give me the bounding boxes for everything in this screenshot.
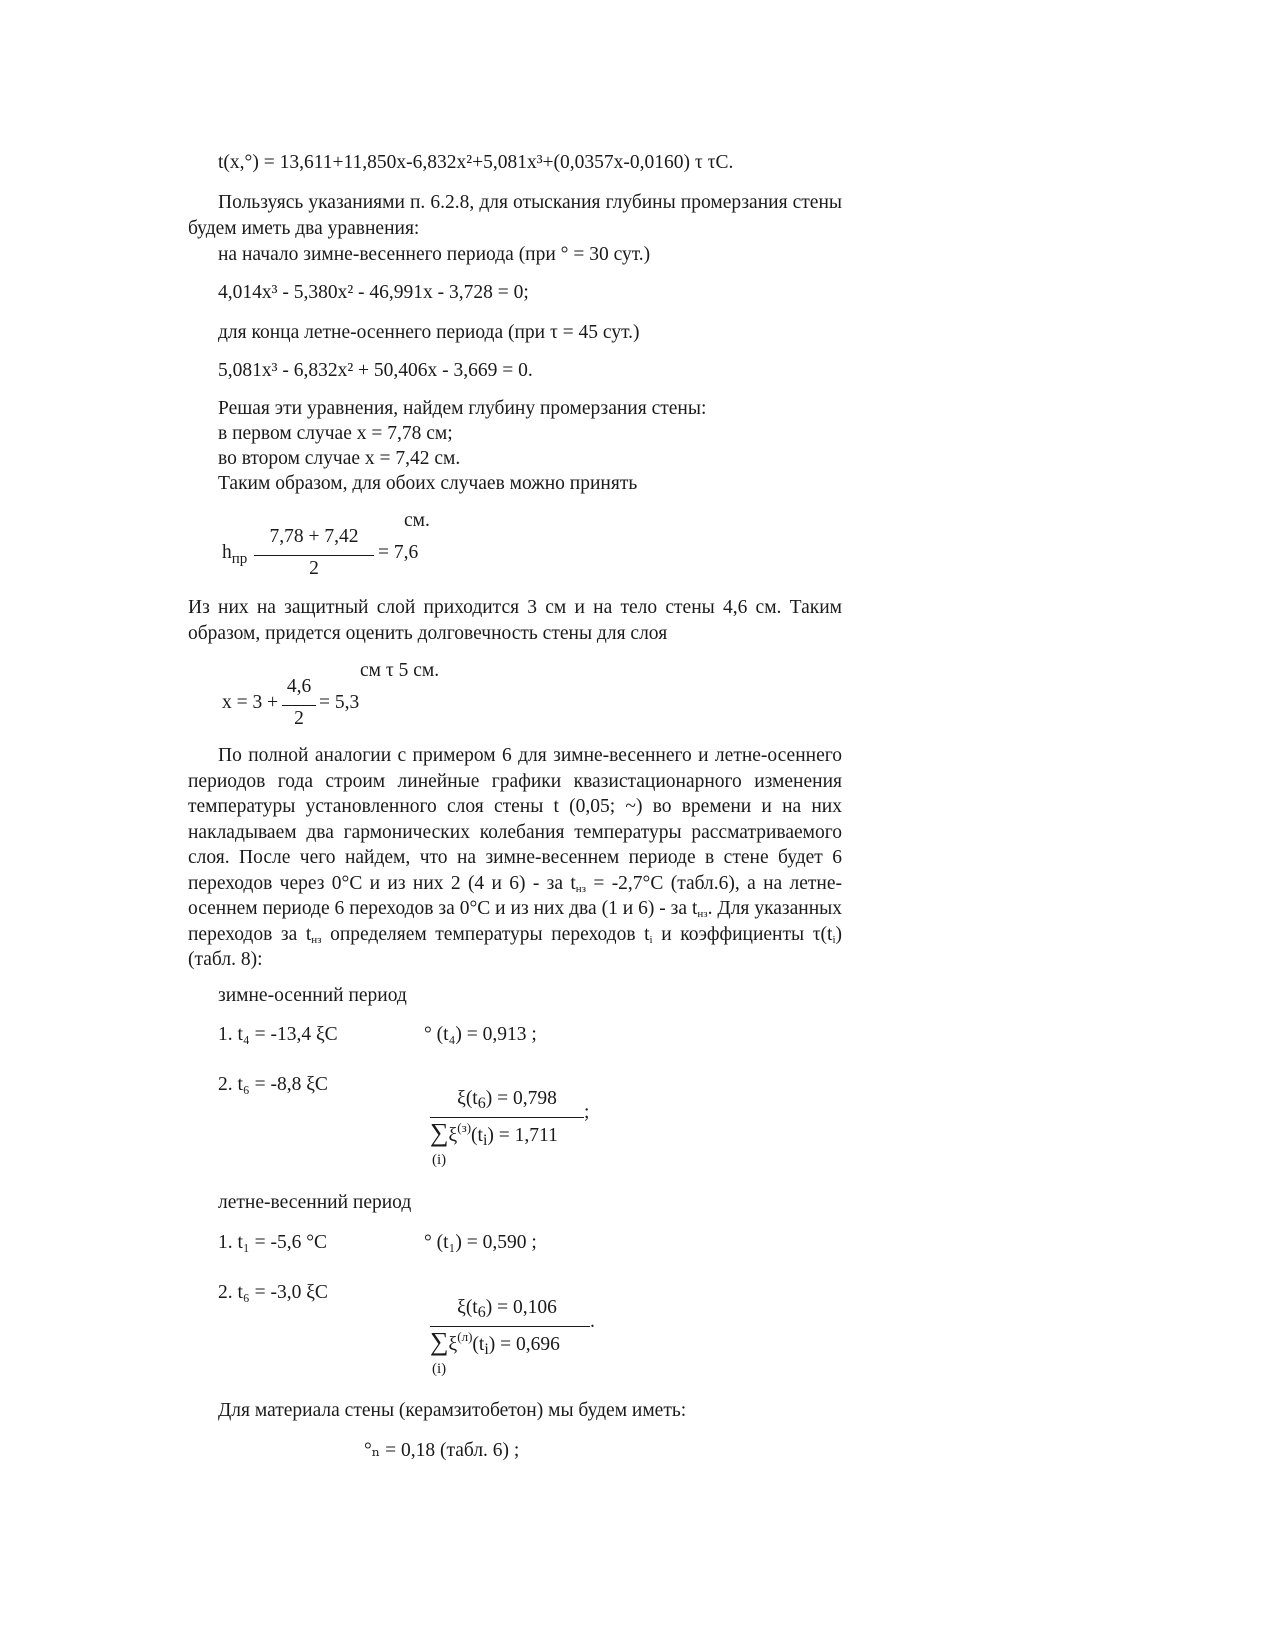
summer-sum-den-t: (t [472, 1334, 485, 1355]
label-summer-end: для конца летне-осеннего периода (при τ = 45 сут.) [218, 322, 640, 343]
paragraph-intro [188, 190, 842, 241]
winter-sum-num-right: ) = 0,798 [485, 1088, 557, 1109]
winter-sum-den-sub: i [482, 1132, 488, 1149]
winter-transition-1-temp: 1. t₄ = -13,4 ξC [218, 1024, 338, 1045]
formula-h-unit: см. [404, 510, 430, 531]
formula-x-unit: см τ 5 см. [360, 660, 440, 681]
formula-h-numerator: 7,78 + 7,42 [269, 526, 359, 547]
paragraph-layer: Из них на защитный слой приходится 3 см и на тело стены 4,6 см. Таким образом, придется оценить долговечность стены для слоя [188, 597, 842, 644]
label-winter-start: на начало зимне-весеннего периода (при ° = 30 сут.) [218, 244, 651, 265]
formula-x-lhs: x = 3 + [222, 692, 279, 713]
formula-h-rhs: = 7,6 [378, 542, 419, 563]
formula-h-lhs [222, 542, 248, 567]
summer-sum-denominator [430, 1327, 560, 1357]
paragraph-intro-text: Пользуясь указаниями п. 6.2.8, для отыскания глубины промерзания стены будем иметь два уравнения: [188, 192, 842, 239]
label-therefore: Таким образом, для обоих случаев можно принять [218, 473, 638, 494]
formula-h-lhs-sub: пр [231, 551, 248, 567]
formula-h-denominator: 2 [309, 558, 319, 579]
sum-icon: ∑ [430, 1118, 449, 1147]
winter-sum-den-right: ) = 1,711 [487, 1125, 558, 1146]
ti-subscript: i [649, 933, 653, 946]
equation-summer: 5,081x³ - 6,832x² + 50,406x - 3,669 = 0. [218, 360, 533, 381]
paragraph-analogy-text: По полной аналогии с примером 6 для зимне-весеннего и летне-осеннего периодов года строим линейные графики квазистационарного изменения температуры установленного слоя стены t (0,05; ~) во времени и на них накладываем два гармонических колебания температуры рассматриваемого слоя. После чего найдем, что на зимне-весеннем периоде в стене будет 6 переходов через 0°С и из них 2 (4 и 6) - за t [188, 745, 842, 894]
summer-sum-xi: ξ [448, 1334, 458, 1355]
tnz-subscript-2: нз [697, 908, 708, 920]
winter-sum-index: (i) [432, 1152, 447, 1168]
equation-temperature: t(x,°) = 13,611+11,850x-6,832x²+5,081x³+(0,0357x-0,0160) τ τC. [218, 152, 734, 173]
tnz-subscript: нз [575, 882, 587, 895]
winter-sum-denominator [430, 1118, 558, 1148]
paragraph-analogy-text-5: и коэффициенты τ(t [652, 923, 833, 945]
winter-transition-1-coef: ° (t₄) = 0,913 ; [424, 1024, 537, 1045]
label-material: Для материала стены (керамзитобетон) мы будем иметь: [218, 1400, 687, 1421]
summer-sum-den-right: ) = 0,696 [488, 1334, 560, 1355]
winter-sum-den-t: (t [471, 1125, 483, 1146]
label-winter-period: зимне-осенний период [218, 985, 407, 1006]
formula-h-lhs-base: h [222, 542, 232, 563]
winter-sum-num-sub: 6 [477, 1095, 486, 1112]
sum-icon: ∑ [430, 1327, 449, 1356]
winter-sum-den-sup: (з) [457, 1120, 472, 1135]
paragraph-analogy-text-4: определяем температуры переходов t [321, 923, 650, 945]
label-case-2: во втором случае x = 7,42 см. [218, 448, 461, 469]
summer-sum-num-sub: 6 [477, 1304, 486, 1321]
winter-sum-num-left: ξ(t [457, 1088, 478, 1109]
paragraph-analogy-text-3: . Для указанных переходов за t [188, 898, 842, 945]
summer-sum-den-sub: i [484, 1341, 489, 1358]
label-case-1: в первом случае x = 7,78 см; [218, 423, 453, 444]
summer-transition-1-temp: 1. t₁ = -5,6 °С [218, 1232, 328, 1253]
summer-sum-num-left: ξ(t [457, 1297, 478, 1318]
formula-x-denominator: 2 [294, 708, 304, 729]
summer-sum-den-sup: (л) [457, 1329, 473, 1344]
formula-x-rhs: = 5,3 [319, 692, 360, 713]
formula-x-numerator: 4,6 [286, 676, 312, 697]
paragraph-analogy-text-6: ) (табл. 8): [188, 923, 843, 970]
paragraph-analogy [188, 743, 842, 973]
summer-sum-trail: . [590, 1311, 595, 1332]
equation-winter: 4,014x³ - 5,380x² - 46,991x - 3,728 = 0; [218, 282, 529, 303]
summer-sum-fraction [424, 1297, 594, 1381]
material-value: °ₙ = 0,18 (табл. 6) ; [364, 1440, 520, 1461]
summer-transition-1-coef: ° (t₁) = 0,590 ; [424, 1232, 537, 1253]
ti-subscript-2: i [832, 933, 836, 946]
summer-sum-index: (i) [432, 1361, 447, 1377]
summer-sum-numerator [432, 1297, 582, 1319]
formula-h-bar [254, 555, 374, 556]
winter-sum-trail: ; [584, 1102, 590, 1123]
label-summer-period: летне-весенний период [218, 1192, 412, 1213]
tnz-subscript-3: нз [311, 933, 322, 946]
winter-sum-xi: ξ [448, 1125, 458, 1146]
summer-sum-num-right: ) = 0,106 [485, 1297, 557, 1318]
winter-sum-numerator [432, 1088, 582, 1110]
formula-h [222, 526, 419, 582]
winter-sum-fraction [424, 1088, 594, 1172]
formula-x [222, 676, 372, 732]
formula-x-bar [282, 705, 316, 706]
label-solve: Решая эти уравнения, найдем глубину промерзания стены: [218, 398, 707, 419]
winter-transition-2-temp: 2. t₆ = -8,8 ξC [218, 1074, 328, 1095]
summer-transition-2-temp: 2. t₆ = -3,0 ξC [218, 1282, 328, 1303]
paragraph-analogy-text-2: = -2,7°С (табл.6), а на летне-осеннем периоде 6 переходов за 0°С и из них два (1 и 6) - за t [188, 872, 842, 919]
